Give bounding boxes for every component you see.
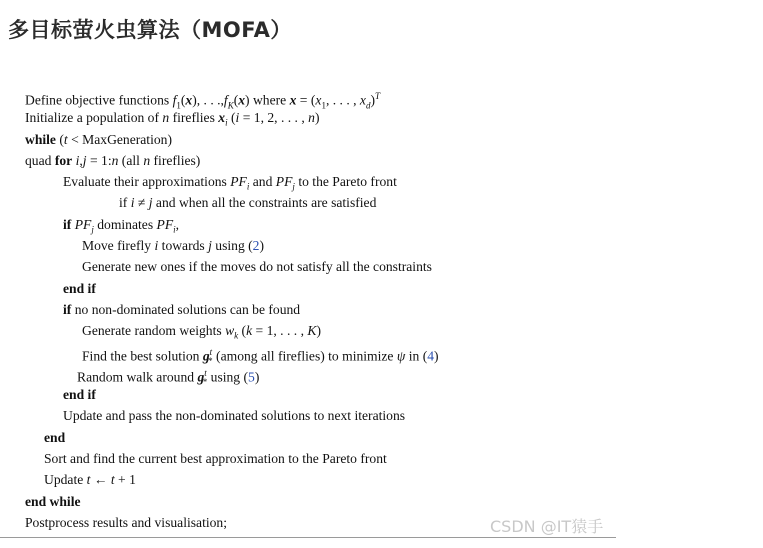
algorithm-line-16: Update and pass the non-dominated solutions to next iterations <box>63 408 406 424</box>
algorithm-line-3: while (t < MaxGeneration) <box>25 131 172 147</box>
algorithm-line-5: Evaluate their approximations $PF_i$ and $PF_j$ to the Pareto front <box>63 174 397 192</box>
algorithm-line-10: end if <box>63 280 96 296</box>
algorithm-block <box>25 86 725 533</box>
algorithm-line-18: Sort and find the current best approximation to the Pareto front <box>44 451 387 467</box>
algorithm-line-17: end <box>44 429 66 445</box>
algorithm-line-19: Update t ← t + 1 <box>44 472 136 488</box>
algorithm-line-4: quad for i,j = 1:n (all n fireflies) <box>25 152 201 168</box>
algorithm-line-12: Generate random weights $w_k$ (k = 1, . . . , K) <box>82 323 321 341</box>
watermark: CSDN @IT猿手 <box>490 517 604 536</box>
algorithm-line-11: if no non-dominated solutions can be found <box>63 301 301 317</box>
algorithm-line-1: Define objective functions $f_1(x)$, . . $.,f_K(x)$ where $x = (x_1$, . . . , $x_d)^T$ <box>25 91 381 111</box>
algorithm-line-20: end while <box>25 493 81 509</box>
algorithm-line-8: Move firefly i towards j using (2) <box>82 238 264 254</box>
page-title: 多目标萤火虫算法（MOFA） <box>8 18 292 42</box>
bottom-divider <box>0 537 616 538</box>
algorithm-line-13: Find the best solution $g^t_*$ (among all fireflies) to minimize ψ in (4) <box>82 346 439 366</box>
algorithm-line-9: Generate new ones if the moves do not satisfy all the constraints <box>82 259 432 275</box>
algorithm-line-15: end if <box>63 387 96 403</box>
algorithm-line-2: Initialize a population of n fireflies $x_i$ (i = 1, 2, . . . , n) <box>25 110 320 129</box>
algorithm-line-6: if i ≠ j and when all the constraints are satisfied <box>119 195 377 211</box>
algorithm-line-14: Random walk around $g^t_*$ using (5) <box>77 367 260 388</box>
algorithm-line-21: Postprocess results and visualisation; <box>25 514 228 530</box>
algorithm-line-7: if $PF_j$ dominates $PF_i$, <box>63 216 180 235</box>
